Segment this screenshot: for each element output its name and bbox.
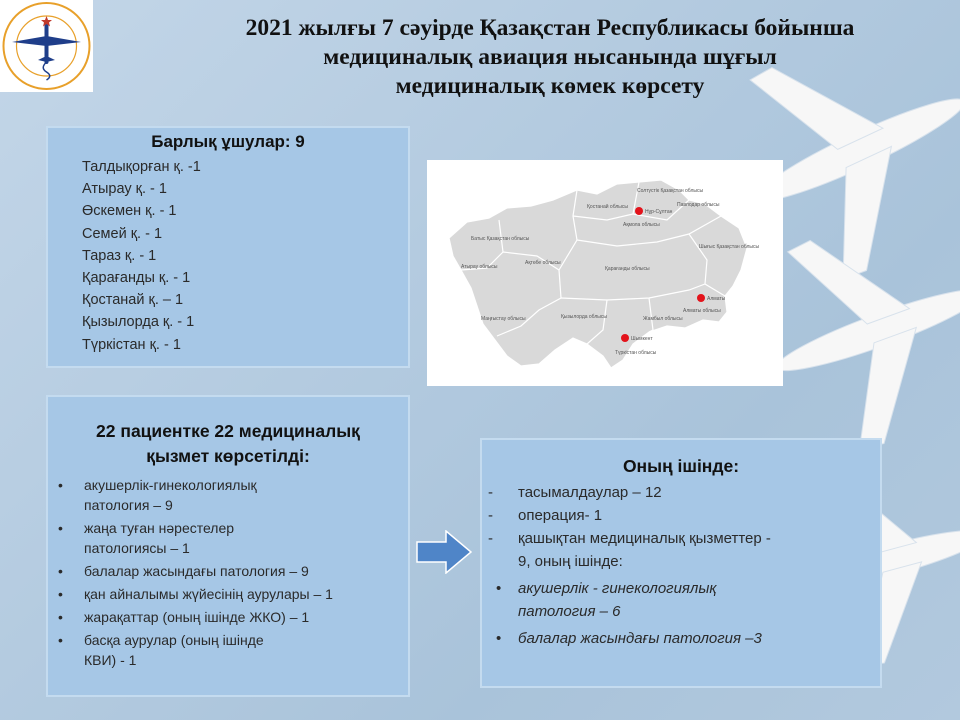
- bullet-icon: •: [58, 586, 63, 602]
- list-item: [48, 607, 408, 627]
- city-marker: [635, 207, 643, 215]
- bullet-icon: •: [58, 477, 63, 493]
- list-item: Талдықорған қ. -1: [82, 159, 201, 175]
- map-label: Алматы облысы: [683, 308, 721, 314]
- list-item-text: қан айналымы жүйесінің аурулары – 1: [84, 586, 333, 602]
- list-item-text: патология – 9: [84, 497, 173, 513]
- list-item: [48, 584, 408, 604]
- list-item-text: КВИ) - 1: [84, 652, 137, 668]
- logo: [0, 0, 93, 92]
- dash-marker: -: [488, 530, 493, 547]
- sub-list-item: [482, 627, 880, 650]
- right-arrow-icon: [416, 530, 472, 574]
- patients-heading: [48, 419, 408, 469]
- list-item-text: балалар жасындағы патология –3: [518, 630, 762, 647]
- list-item: [482, 504, 880, 527]
- map-label: Шығыс Қазақстан облысы: [699, 244, 760, 250]
- caduceus-icon: [43, 62, 50, 80]
- list-item-text: 9, оның ішінде:: [518, 553, 623, 570]
- list-item-text: жаңа туған нәрестелер: [84, 520, 235, 536]
- list-item-text: қашықтан медициналық қызметтер -: [518, 530, 771, 547]
- list-item: [48, 630, 408, 670]
- patients-heading-line: қызмет көрсетілді:: [146, 446, 310, 466]
- map-label: Павлодар облысы: [677, 202, 720, 208]
- list-item: [48, 518, 408, 558]
- map-label: Түркістан облысы: [615, 350, 657, 356]
- map-label: Қарағанды облысы: [605, 266, 650, 272]
- list-item: Қызылорда қ. - 1: [82, 314, 195, 331]
- flights-panel: [46, 126, 410, 368]
- list-item: Қостанай қ. – 1: [82, 292, 184, 309]
- patients-panel: [46, 395, 410, 697]
- list-item: Өскемен қ. - 1: [82, 203, 177, 220]
- list-item: Атырау қ. - 1: [82, 181, 167, 198]
- list-item: Түркістан қ. - 1: [82, 336, 181, 353]
- list-item: [48, 561, 408, 581]
- map-label: Ақмола облысы: [623, 222, 660, 228]
- map-label: Солтүстік Қазақстан облысы: [637, 188, 704, 194]
- map-city-label: Шымкент: [631, 336, 653, 342]
- map-label: Маңғыстау облысы: [481, 316, 526, 322]
- patients-list: [48, 475, 408, 670]
- map-label: Ақтөбе облысы: [525, 260, 561, 266]
- list-item-text: тасымалдаулар – 12: [518, 484, 662, 501]
- bullet-icon: •: [58, 632, 63, 648]
- kazakhstan-map: [427, 160, 783, 386]
- bullet-icon: •: [58, 609, 63, 625]
- list-item: [48, 475, 408, 515]
- list-item: Тараз қ. - 1: [82, 247, 157, 264]
- page-title: [160, 14, 940, 101]
- bullet-icon: •: [496, 630, 502, 647]
- list-item-text: балалар жасындағы патология – 9: [84, 563, 309, 579]
- list-item-text: басқа аурулар (оның ішінде: [84, 632, 264, 648]
- map-label: Қызылорда облысы: [561, 314, 607, 320]
- bullet-icon: •: [58, 520, 63, 536]
- list-item: [482, 481, 880, 504]
- dash-marker: -: [488, 507, 493, 524]
- map-label: Жамбыл облысы: [643, 316, 683, 322]
- list-item-text: операция- 1: [518, 507, 603, 524]
- list-item-text: жарақаттар (оның ішінде ЖКО) – 1: [84, 609, 310, 625]
- bullet-icon: •: [58, 563, 63, 579]
- title-line: медициналық көмек көрсету: [395, 73, 705, 99]
- map-label: Атырау облысы: [461, 264, 498, 270]
- list-item-text: патология – 6: [518, 603, 621, 620]
- city-marker: [621, 334, 629, 342]
- list-item: Қарағанды қ. - 1: [82, 270, 191, 287]
- flights-heading: Барлық ұшулар: 9: [151, 132, 305, 151]
- city-marker: [697, 294, 705, 302]
- list-item-text: акушерлік-гинекологиялық: [84, 477, 257, 493]
- map-label: Батыс Қазақстан облысы: [471, 236, 530, 242]
- including-panel: [480, 438, 882, 688]
- patients-heading-line: 22 пациентке 22 медициналық: [96, 421, 360, 441]
- bullet-icon: •: [496, 580, 502, 597]
- map-city-label: Алматы: [707, 296, 726, 302]
- map-city-label: Нұр-Сұлтан: [645, 209, 673, 215]
- list-item: [482, 527, 880, 573]
- title-line: медициналық авиация нысанында шұғыл: [323, 44, 777, 70]
- title-line: 2021 жылғы 7 сәуірде Қазақстан Республикасы бойынша: [245, 15, 855, 41]
- list-item-text: патологиясы – 1: [84, 540, 190, 556]
- including-heading: Оның ішінде:: [622, 456, 740, 476]
- list-item-text: акушерлік - гинекологиялық: [518, 580, 717, 597]
- flights-list: [82, 156, 408, 356]
- dash-marker: -: [488, 484, 493, 501]
- sub-list-item: [482, 577, 880, 623]
- list-item: Семей қ. - 1: [82, 225, 163, 242]
- plane-emblem-icon: [12, 24, 81, 64]
- map-label: Қостанай облысы: [587, 204, 628, 210]
